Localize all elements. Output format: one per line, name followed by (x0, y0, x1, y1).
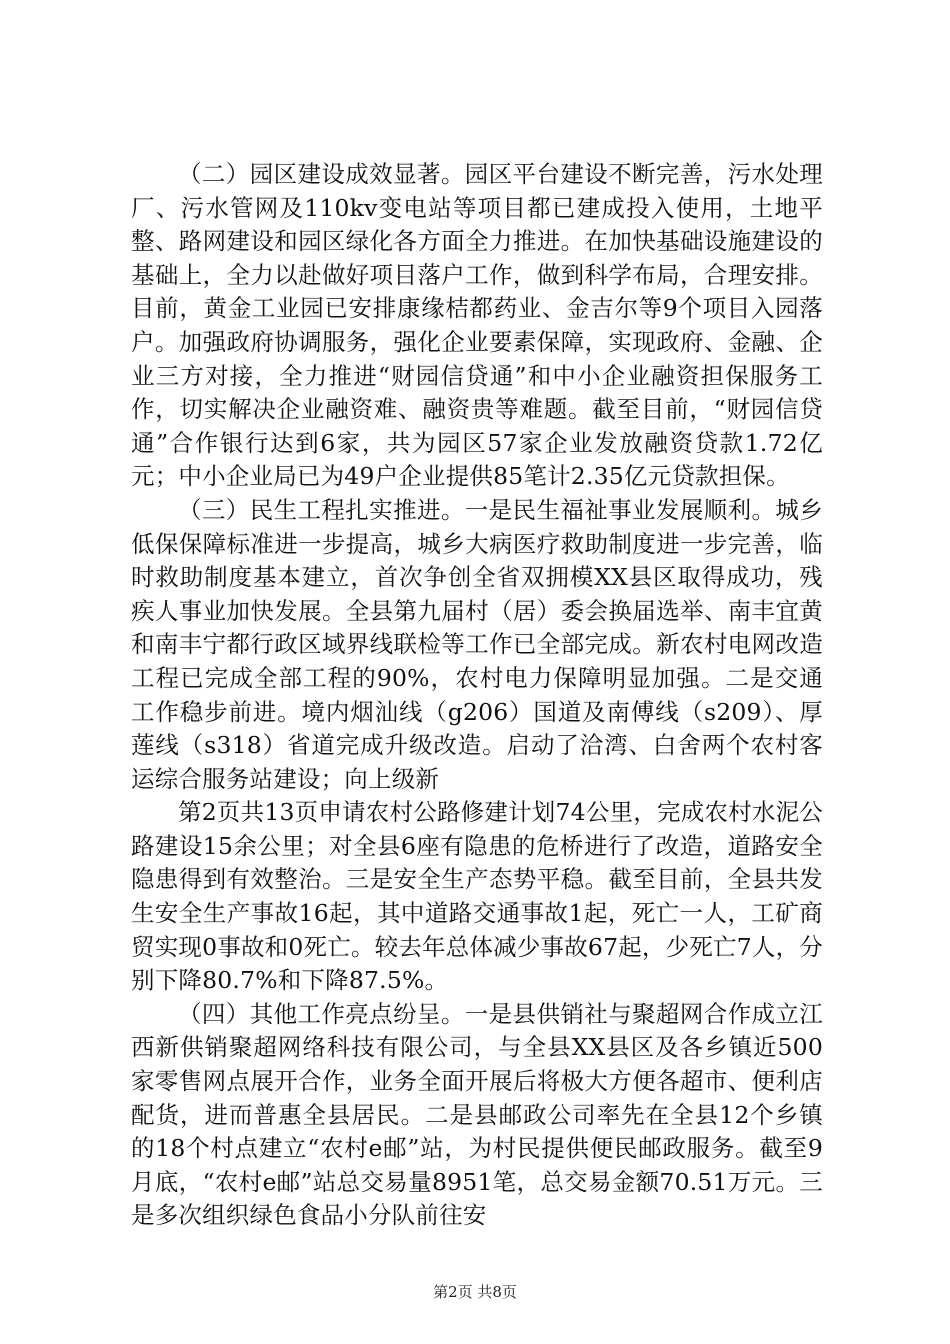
paragraph-other-highlights: （四）其他工作亮点纷呈。一是县供销社与聚超网合作成立江西新供销聚超网络科技有限公司，与全县XX县区及各乡镇近500家零售网点展开合作，业务全面开展后将极大方便各超市、便利店配货，进而普惠全县居民。二是县邮政公司率先在全县12个乡镇的18个村点建立“农村e邮”站，为村民提供便民邮政服务。截至9月底，“农村e邮”站总交易量8951笔，总交易金额70.51万元。三是多次组织绿色食品小分队前往安 (131, 999, 823, 1230)
page-footer: 第2页 共8页 (433, 1283, 517, 1301)
document-body (131, 158, 823, 1233)
paragraph-livelihood-projects: （三）民生工程扎实推进。一是民生福祉事业发展顺利。城乡低保保障标准进一步提高，城乡大病医疗救助制度进一步完善，临时救助制度基本建立，首次争创全省双拥模XX县区取得成功，残疾人事业加快发展。全县第九届村（居）委会换届选举、南丰宜黄和南丰宁都行政区域界线联检等工作已全部完成。新农村电网改造工程已完成全部工程的90%，农村电力保障明显加强。二是交通工作稳步前进。境内烟汕线（g206）国道及南傅线（s209）、厚莲线（s318）省道完成升级改造。启动了洽湾、白舍两个农村客运综合服务站建设；向上级新 (131, 495, 823, 793)
paragraph-road-safety: 第2页共13页申请农村公路修建计划74公里，完成农村水泥公路建设15余公里；对全县6座有隐患的危桥进行了改造，道路安全隐患得到有效整治。三是安全生产态势平稳。截至目前，全县共发生安全生产事故16起，其中道路交通事故1起，死亡一人，工矿商贸实现0事故和0死亡。较去年总体减少事故67起，少死亡7人，分别下降80.7%和下降87.5%。 (131, 798, 823, 995)
paragraph-park-construction: （二）园区建设成效显著。园区平台建设不断完善，污水处理厂、污水管网及110kv变电站等项目都已建成投入使用，土地平整、路网建设和园区绿化各方面全力推进。在加快基础设施建设的基础上，全力以赴做好项目落户工作，做到科学布局，合理安排。目前，黄金工业园已安排康缘桔都药业、金吉尔等9个项目入园落户。加强政府协调服务，强化企业要素保障，实现政府、金融、企业三方对接，全力推进“财园信贷通”和中小企业融资担保服务工作，切实解决企业融资难、融资贵等难题。截至目前，“财园信贷通”合作银行达到6家，共为园区57家企业发放融资贷款1.72亿元；中小企业局已为49户企业提供85笔计2.35亿元贷款担保。 (131, 160, 823, 491)
